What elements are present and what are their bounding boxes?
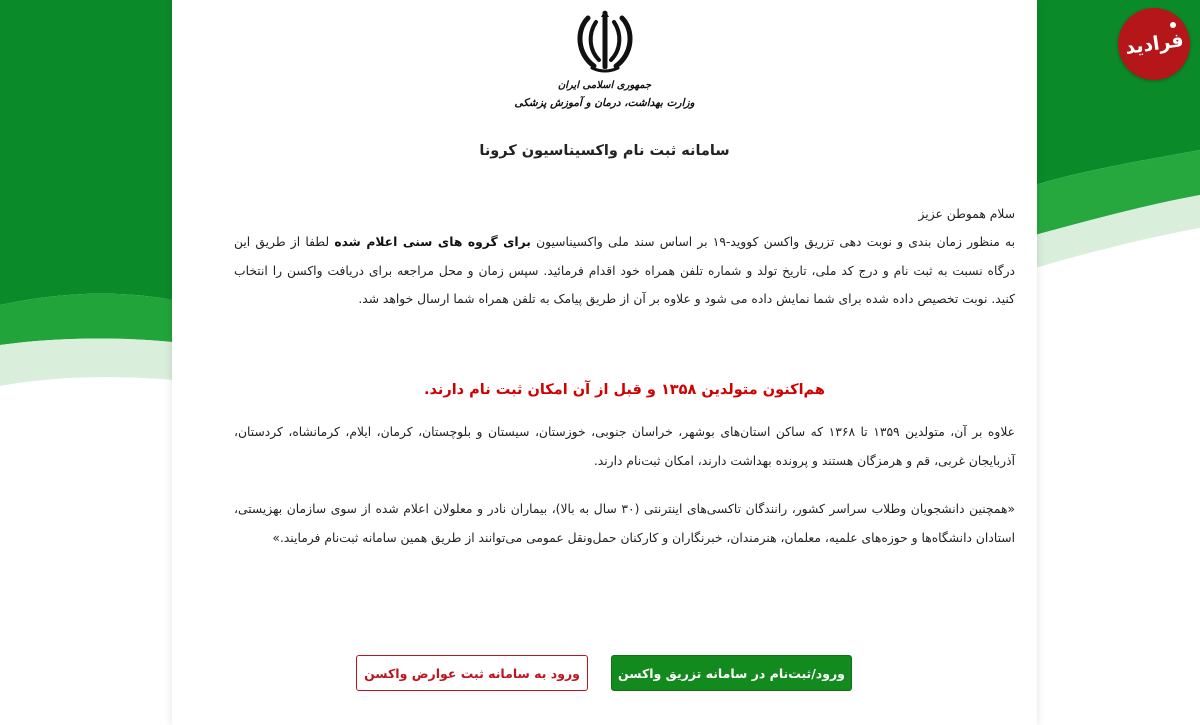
greeting: سلام هموطن عزیز [918, 207, 1015, 221]
faradeed-logo-icon [1118, 8, 1190, 80]
special-groups-paragraph: «همچنین دانشجویان وطلاب سراسر کشور، رانندگان تاکسی‌های اینترنتی (۳۰ سال به بالا)، بیماران نادر و معلولان اعلام شده از سوی سازمان بهزیستی، استادان دانشگاه‌ها و حوزه‌های علمیه، معلمان، هنرمندان، خبرنگاران و کارکنان حمل‌ونقل عمومی می‌توانند از طریق همین سامانه ثبت‌نام فرمایند.» [234, 502, 1015, 545]
eligibility-notice: هم‌اکنون متولدین ۱۳۵۸ و قبل از آن امکان ثبت نام دارند. [424, 382, 825, 398]
watermark-text: فرادید [1123, 29, 1185, 59]
org-line-1: جمهوری اسلامی ایران [557, 80, 652, 91]
logo-dot [1170, 22, 1176, 28]
side-effects-registration-button[interactable]: ورود به سامانه ثبت عوارض واکسن [356, 655, 588, 691]
intro-bold-text: برای گروه های سنی اعلام شده [334, 235, 531, 249]
intro-text-end: لطفا از طریق این درگاه نسبت به ثبت نام و درج کد ملی، تاریخ تولد و شماره تلفن همراه خود اقدام فرمائید. سپس زمان و محل مراجعه برای دریافت واکسن را انتخاب کنید. نوبت تخصیص داده شده برای شما نمایش داده می شود و علاوه بر آن از طریق پیامک به تلفن همراه شما ارسال خواهد شد. [234, 235, 1015, 306]
page-title: سامانه ثبت نام واکسیناسیون کرونا [479, 143, 730, 159]
org-line-2: وزارت بهداشت، درمان و آموزش پزشکی [514, 97, 695, 109]
vaccine-registration-button[interactable]: ورود/ثبت‌نام در سامانه تزریق واکسن [611, 655, 852, 691]
iran-emblem-icon [574, 8, 636, 74]
background-swoosh-left [0, 0, 172, 400]
header [172, 8, 1037, 109]
regional-eligibility-paragraph: علاوه بر آن، متولدین ۱۳۵۹ تا ۱۳۶۸ که ساکن استان‌های بوشهر، خراسان جنوبی، خوزستان، سیستان و بلوچستان، کرمان، ایلام، کرمانشاه، کردستان، آذربایجان غربی، قم و هرمزگان هستند و پرونده بهداشت دارند، امکان ثبت‌نام دارند. [234, 425, 1015, 468]
intro-text-start: به منظور زمان بندی و نوبت دهی تزریق واکسن کووید-۱۹ بر اساس سند ملی واکسیناسیون [530, 235, 1015, 249]
main-card [172, 0, 1037, 725]
intro-paragraph [234, 228, 1015, 314]
